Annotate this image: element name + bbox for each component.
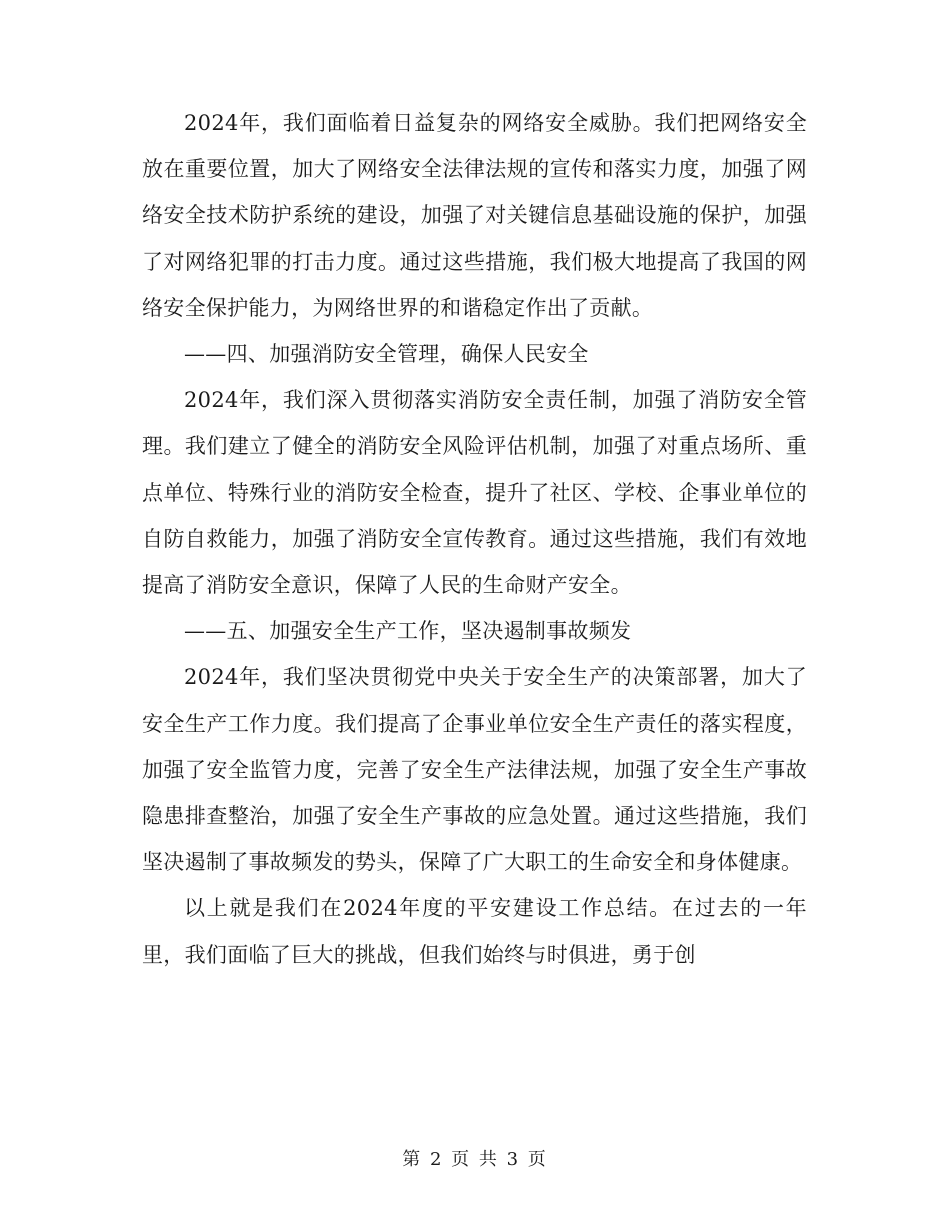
document-body (142, 100, 807, 978)
paragraph-summary: 以上就是我们在2024年度的平安建设工作总结。在过去的一年里，我们面临了巨大的挑战，但我们始终与时俱进，勇于创 (142, 896, 807, 967)
paragraph-fire-safety: 2024年，我们深入贯彻落实消防安全责任制，加强了消防安全管理。我们建立了健全的消防安全风险评估机制，加强了对重点场所、重点单位、特殊行业的消防安全检查，提升了社区、学校、企事业单位的自防自救能力，加强了消防安全宣传教育。通过这些措施，我们有效地提高了消防安全意识，保障了人民的生命财产安全。 (142, 388, 807, 598)
paragraph-network-security: 2024年，我们面临着日益复杂的网络安全威胁。我们把网络安全放在重要位置，加大了网络安全法律法规的宣传和落实力度，加强了网络安全技术防护系统的建设，加强了对关键信息基础设施的保护，加强了对网络犯罪的打击力度。通过这些措施，我们极大地提高了我国的网络安全保护能力，为网络世界的和谐稳定作出了贡献。 (142, 111, 807, 320)
paragraph-production-safety: 2024年，我们坚决贯彻党中央关于安全生产的决策部署，加大了安全生产工作力度。我们提高了企事业单位安全生产责任的落实程度，加强了安全监管力度，完善了安全生产法律法规，加强了安全生产事故隐患排查整治，加强了安全生产事故的应急处置。通过这些措施，我们坚决遏制了事故频发的势头，保障了广大职工的生命安全和身体健康。 (142, 665, 807, 875)
page-number-footer: 第 2 页 共 3 页 (402, 1149, 548, 1170)
section-heading-production-safety: ——五、加强安全生产工作，坚决遏制事故频发 (184, 619, 632, 644)
section-heading-fire-safety: ——四、加强消防安全管理，确保人民安全 (184, 342, 589, 367)
